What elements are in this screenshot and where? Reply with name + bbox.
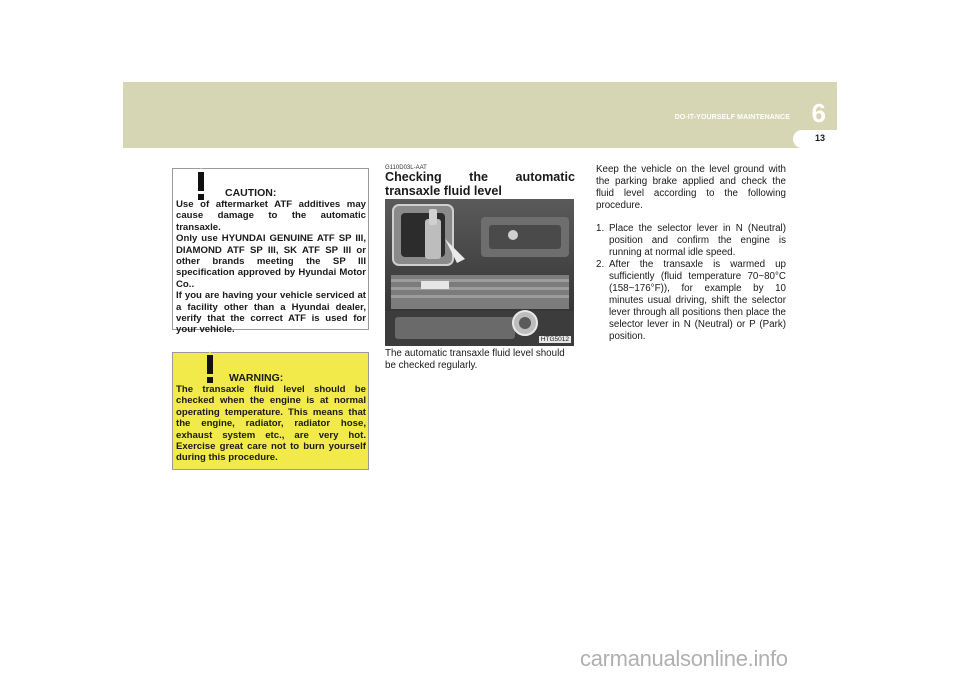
procedure-step: [596, 259, 786, 343]
chapter-label: DO-IT-YOURSELF MAINTENANCE: [674, 114, 790, 121]
step-number: 2.: [596, 259, 605, 270]
photo-code: HTG5012: [540, 336, 569, 343]
step-number: 1.: [596, 223, 605, 234]
page-number: 13: [814, 133, 825, 143]
step-text: After the transaxle is warmed up sufficiently (fluid temperature 70~80°C (158~176°F)), for example by 10 minutes usual driving, shift the selector lever through all positions then place the selector lever in N (Neutral) or P (Park) position.: [609, 259, 786, 342]
section-title: Checking the automatic transaxle fluid level: [385, 170, 575, 198]
section-intro-text: The automatic transaxle fluid level should be checked regularly.: [385, 348, 565, 371]
chapter-header-band: [123, 82, 837, 148]
procedure-steps: [596, 223, 786, 343]
caution-title: CAUTION:: [225, 187, 277, 199]
warning-text: The transaxle fluid level should be checked when the engine is at normal operating temperature. This means that the engine, radiator, radiator hose, exhaust system etc., are very hot. Exercise great care not to burn yourself during this procedure.: [176, 384, 366, 464]
procedure-step: [596, 223, 786, 259]
watermark: carmanualsonline.info: [580, 646, 788, 671]
warning-triangle-icon: [187, 349, 233, 387]
warning-box: [172, 352, 369, 470]
section-code: G110D03L-AAT: [385, 165, 427, 171]
step-text: Place the selector lever in N (Neutral) position and confirm the engine is running at normal idle speed.: [609, 223, 786, 258]
caution-box: [172, 168, 369, 336]
caution-text: Use of aftermarket ATF additives may cause damage to the automatic transaxle. Only use HYUNDAI GENUINE ATF SP III, DIAMOND ATF SP III, SK ATF SP III or other brands meeting the SP III specification approved by Hyundai Motor Co.. If you are having your vehicle serviced at a facility other than a Hyundai dealer, verify that the correct ATF is used for your vehicle.: [176, 199, 366, 336]
procedure-intro: Keep the vehicle on the level ground with the parking brake applied and check the fluid level according to the following procedure.: [596, 164, 786, 211]
engine-bay-photo: [385, 199, 574, 346]
engine-bay-illustration: [385, 199, 574, 346]
warning-title: WARNING:: [229, 372, 284, 384]
chapter-number: 6: [811, 98, 826, 128]
